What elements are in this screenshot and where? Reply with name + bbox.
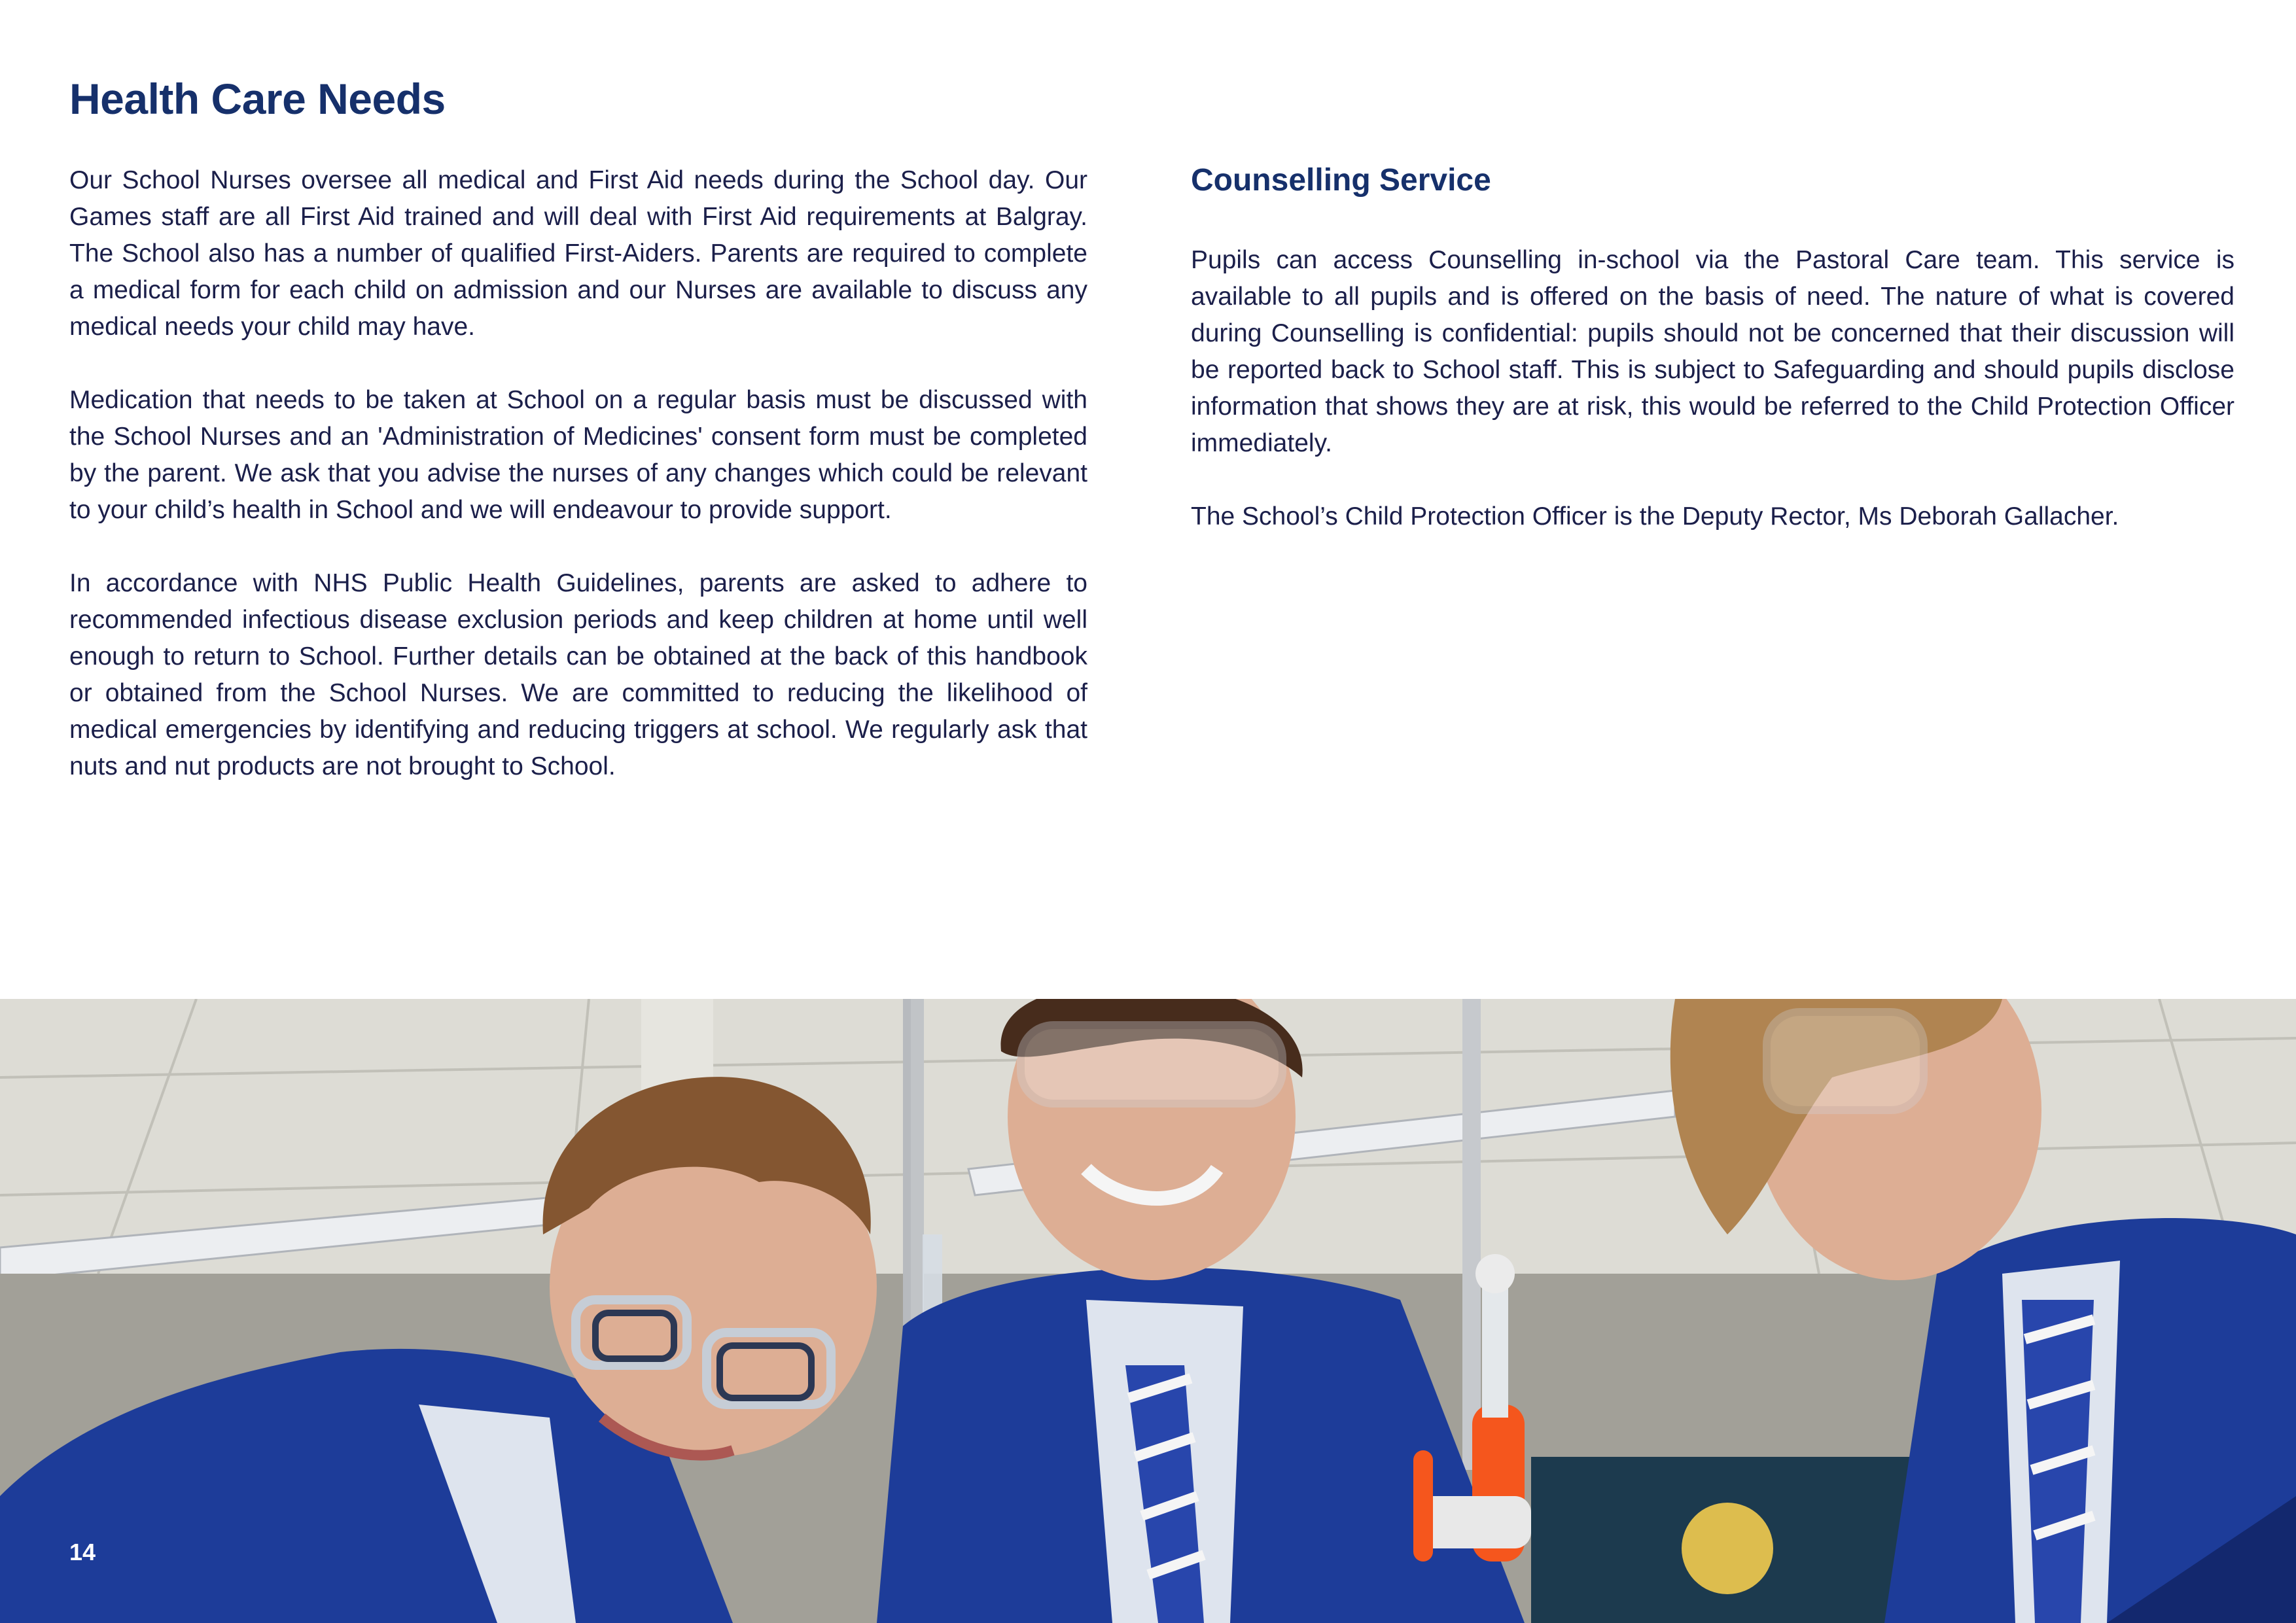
counselling-heading: Counselling Service	[1191, 163, 1491, 198]
counselling-paragraph: Pupils can access Counselling in-school via the Pastoral Care team. This service is available to all pupils and is offered on the basis of need. The nature of what is covered during Counselling is confidential: pupils should not be concerned that their discussion will be reported back to School staff. This is subject to Safeguarding and should pupils disclose information that shows they are at risk, this would be referred to the Child Protection Officer immediately.	[1191, 246, 2234, 457]
child-protection-paragraph: The School’s Child Protection Officer is the Deputy Rector, Ms Deborah Gallacher.	[1191, 502, 2119, 531]
health-care-column	[69, 162, 1087, 822]
page-number: 14	[69, 1539, 96, 1565]
pupils-lab-illustration	[0, 999, 2296, 1623]
page-title: Health Care Needs	[69, 75, 446, 123]
nhs-guidelines-paragraph: In accordance with NHS Public Health Guidelines, parents are asked to adhere to recommended infectious disease exclusion periods and keep children at home until well enough to return to School. Further details can be obtained at the back of this handbook or obtained from the School Nurses. We are committed to reducing the likelihood of medical emergencies by identifying and reducing triggers at school. We regularly ask that nuts and nut products are not brought to School.	[69, 569, 1087, 780]
nurses-paragraph: Our School Nurses oversee all medical and First Aid needs during the School day. Our Games staff are all First Aid trained and will deal with First Aid requirements at Balgray. The School also has a number of qualified First-Aiders. Parents are required to complete a medical form for each child on admission and our Nurses are available to discuss any medical needs your child may have.	[69, 166, 1087, 341]
pupils-lab-photo	[0, 999, 2296, 1623]
medication-paragraph: Medication that needs to be taken at School on a regular basis must be discussed with the School Nurses and an 'Administration of Medicines' consent form must be completed by the parent. We ask that you advise the nurses of any changes which could be relevant to your child’s health in School and we will endeavour to provide support.	[69, 386, 1087, 524]
counselling-column	[1191, 162, 2234, 572]
